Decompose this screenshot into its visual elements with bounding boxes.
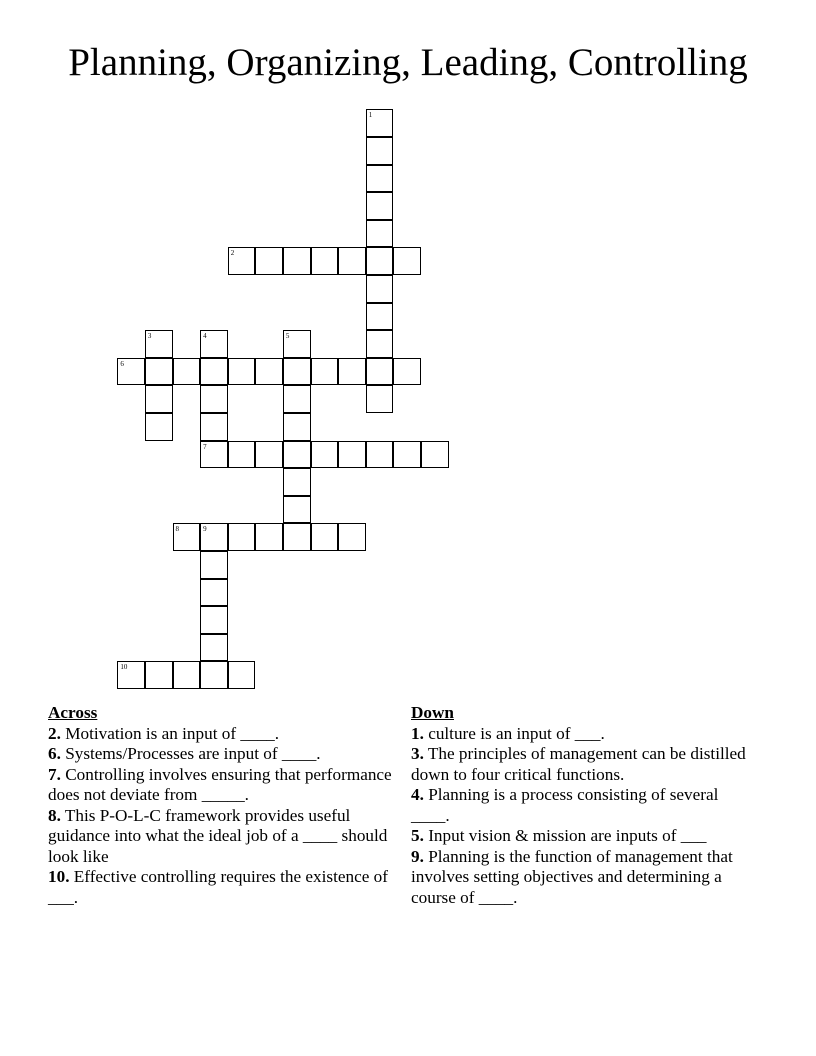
grid-cell[interactable] xyxy=(283,330,311,358)
clue-text: Effective controlling requires the existence of ___. xyxy=(48,867,388,907)
clue-number: 5. xyxy=(411,826,424,845)
grid-cell[interactable] xyxy=(200,523,228,551)
clue-text: Planning is a process consisting of several ____. xyxy=(411,785,719,825)
grid-cell[interactable] xyxy=(228,247,256,275)
grid-cell[interactable] xyxy=(200,606,228,634)
grid-cell[interactable] xyxy=(283,468,311,496)
grid-cell[interactable] xyxy=(366,385,394,413)
grid-cell[interactable] xyxy=(173,358,201,386)
grid-cell[interactable] xyxy=(200,413,228,441)
grid-cell[interactable] xyxy=(173,661,201,689)
grid-cell[interactable] xyxy=(228,523,256,551)
clue-text: Planning is the function of management that involves setting objectives and determining a course of ____. xyxy=(411,846,733,907)
grid-cell[interactable] xyxy=(200,330,228,358)
grid-cell[interactable] xyxy=(393,441,421,469)
grid-cell[interactable] xyxy=(366,441,394,469)
grid-cell[interactable] xyxy=(255,523,283,551)
clue-number-label: 5 xyxy=(285,332,290,341)
grid-cell[interactable] xyxy=(283,441,311,469)
across-heading: Across xyxy=(48,703,98,722)
clue-text: Motivation is an input of ____. xyxy=(60,723,280,743)
grid-cell[interactable] xyxy=(366,192,394,220)
grid-cell[interactable] xyxy=(366,137,394,165)
down-clue xyxy=(411,724,751,745)
clue-number: 1. xyxy=(411,723,424,743)
clue-number: 6. xyxy=(48,744,61,763)
clue-number: 4. xyxy=(411,785,424,804)
grid-cell[interactable] xyxy=(338,441,366,469)
clue-number-label: 2 xyxy=(230,249,235,258)
clue-number-label: 9 xyxy=(203,525,207,534)
clue-number-label: 10 xyxy=(120,663,128,672)
grid-cell[interactable] xyxy=(311,523,339,551)
grid-cell[interactable] xyxy=(255,247,283,275)
clue-text: Systems/Processes are input of ____. xyxy=(60,744,321,763)
down-clues xyxy=(411,703,751,908)
grid-cell[interactable] xyxy=(366,220,394,248)
across-clue xyxy=(48,724,403,745)
across-clues xyxy=(48,703,403,908)
down-heading: Down xyxy=(411,703,454,722)
grid-cell[interactable] xyxy=(338,358,366,386)
grid-cell[interactable] xyxy=(366,303,394,331)
grid-cell[interactable] xyxy=(366,358,394,386)
clue-number-label: 8 xyxy=(175,525,179,534)
grid-cell[interactable] xyxy=(255,441,283,469)
page-title: Planning, Organizing, Leading, Controlling xyxy=(68,41,748,84)
grid-cell[interactable] xyxy=(200,385,228,413)
across-clue xyxy=(48,867,403,908)
grid-cell[interactable] xyxy=(117,661,145,689)
grid-cell[interactable] xyxy=(311,441,339,469)
grid-cell[interactable] xyxy=(228,661,256,689)
clue-number-label: 4 xyxy=(203,332,207,341)
down-clue xyxy=(411,847,751,909)
grid-cell[interactable] xyxy=(200,579,228,607)
clue-text: The principles of management can be distilled down to four critical functions. xyxy=(411,744,746,784)
grid-cell[interactable] xyxy=(338,247,366,275)
grid-cell[interactable] xyxy=(283,358,311,386)
across-clue xyxy=(48,744,403,765)
grid-cell[interactable] xyxy=(173,523,201,551)
clue-number-label: 7 xyxy=(203,442,207,451)
grid-cell[interactable] xyxy=(366,247,394,275)
grid-cell[interactable] xyxy=(145,385,173,413)
grid-cell[interactable] xyxy=(283,413,311,441)
clue-number-label: 3 xyxy=(147,332,152,341)
grid-cell[interactable] xyxy=(200,551,228,579)
grid-cell[interactable] xyxy=(338,523,366,551)
grid-cell[interactable] xyxy=(366,275,394,303)
clue-number: 9. xyxy=(411,846,424,866)
down-clue xyxy=(411,744,751,785)
clue-text: Controlling involves ensuring that performance does not deviate from _____. xyxy=(48,764,392,804)
grid-cell[interactable] xyxy=(393,358,421,386)
across-clue xyxy=(48,765,403,806)
clue-number: 8. xyxy=(48,805,61,825)
grid-cell[interactable] xyxy=(145,358,173,386)
grid-cell[interactable] xyxy=(311,247,339,275)
clue-text: Input vision & mission are inputs of ___ xyxy=(423,826,707,845)
clue-number: 7. xyxy=(48,764,61,784)
down-clue xyxy=(411,826,751,847)
clue-text: culture is an input of ___. xyxy=(423,723,605,743)
grid-cell[interactable] xyxy=(200,634,228,662)
grid-cell[interactable] xyxy=(366,165,394,193)
clue-number-label: 1 xyxy=(368,111,373,120)
across-clue xyxy=(48,806,403,868)
grid-cell[interactable] xyxy=(255,358,283,386)
clue-text: This P-O-L-C framework provides useful guidance into what the ideal job of a ____ should look like xyxy=(48,805,388,866)
grid-cell[interactable] xyxy=(117,358,145,386)
grid-cell[interactable] xyxy=(200,661,228,689)
grid-cell[interactable] xyxy=(393,247,421,275)
clue-number: 10. xyxy=(48,867,70,886)
clue-number: 3. xyxy=(411,744,424,763)
clue-number-label: 6 xyxy=(120,359,124,368)
grid-cell[interactable] xyxy=(311,358,339,386)
grid-cell[interactable] xyxy=(283,385,311,413)
grid-cell[interactable] xyxy=(228,358,256,386)
grid-cell[interactable] xyxy=(200,358,228,386)
grid-cell[interactable] xyxy=(145,413,173,441)
down-clue xyxy=(411,785,751,826)
clue-number: 2. xyxy=(48,723,61,743)
grid-cell[interactable] xyxy=(283,496,311,524)
grid-cell[interactable] xyxy=(283,523,311,551)
grid-cell[interactable] xyxy=(421,441,449,469)
grid-cell[interactable] xyxy=(366,330,394,358)
grid-cell[interactable] xyxy=(200,441,228,469)
grid-cell[interactable] xyxy=(145,661,173,689)
grid-cell[interactable] xyxy=(228,441,256,469)
grid-cell[interactable] xyxy=(145,330,173,358)
grid-cell[interactable] xyxy=(366,109,394,137)
grid-cell[interactable] xyxy=(283,247,311,275)
